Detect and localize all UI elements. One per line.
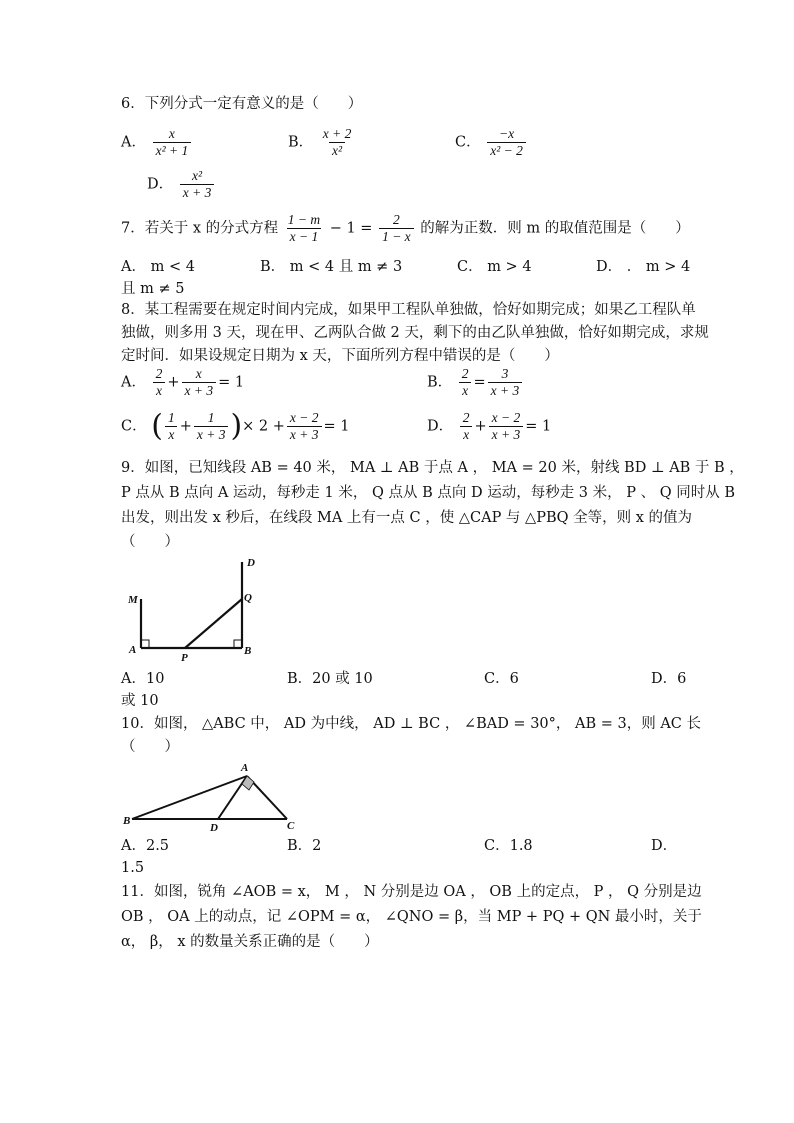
q7-option-c: C． m > 4 [457, 259, 532, 275]
q9-figure [121, 555, 271, 665]
q10-option-a: A．2.5 [121, 838, 170, 854]
q10-option-d: D． [651, 838, 678, 854]
q6-stem: 6．下列分式一定有意义的是（ ） [121, 96, 363, 112]
q11-line2: OB ， OA 上的动点，记 ∠OPM = α， ∠QNO = β，当 MP + PQ + QN 最小时，关于 [121, 909, 702, 925]
q9-line3: 出发，则出发 x 秒后，在线段 MA 上有一点 C ，使 △CAP 与 △PBQ 全等，则 x 的值为 [121, 510, 692, 526]
label-c: C [287, 820, 295, 832]
q6-option-b [288, 126, 356, 159]
q6-option-a [121, 126, 193, 159]
q7-stem: 7．若关于 x 的分式方程 $\frac{1 - m}{x - 1}$ − 1 = $\frac{2}{1 - x}$ 的解为正数．则 m 的取值范围是（ ） [121, 212, 690, 244]
q9-option-d: D．6 [651, 671, 687, 687]
q8-line1: 8．某工程需要在规定时间内完成，如果甲工程队单独做，恰好如期完成；如果乙工程队单 [121, 302, 696, 318]
label-b: B [244, 645, 252, 657]
label-a: A [129, 644, 137, 656]
label-d: D [247, 557, 255, 569]
q10-option-c: C．1.8 [484, 838, 533, 854]
q6-option-d [147, 168, 216, 201]
label-b: B [123, 815, 131, 827]
q10-figure [121, 758, 301, 834]
q9-option-b: B．20 或 10 [287, 671, 373, 687]
q11-line3: α， β， x 的数量关系正确的是（ ） [121, 934, 379, 950]
q9-line1: 9．如图，已知线段 AB = 40 米， MA ⊥ AB 于点 A ， MA = 20 米，射线 BD ⊥ AB 于 B ， [121, 460, 744, 476]
label-a: A [241, 762, 249, 774]
q10-line2: （ ） [121, 739, 179, 755]
q10-option-d-cont: 1.5 [121, 860, 145, 876]
option-label: A． [121, 134, 146, 151]
label-m: M [128, 594, 138, 606]
label-q: Q [244, 592, 252, 604]
q8-option-c: C． ( $\frac{1}{x}$ + $\frac{1}{x + 3}$ )× 2 + $\frac{x - 2}{x + 3}$ = 1 [121, 408, 350, 444]
q10-line1: 10．如图， △ABC 中， AD 为中线， AD ⊥ BC ， ∠BAD = 30°， AB = 3，则 AC 长 [121, 716, 702, 732]
q9-option-d-cont: 或 10 [121, 693, 159, 709]
q9-line4: （ ） [121, 534, 179, 550]
fraction: $\frac{-x}{\text{x² − 2}}$ [487, 126, 526, 159]
q7-option-b: B． m < 4 且 m ≠ 3 [260, 259, 403, 275]
segment-pq [185, 599, 242, 648]
q8-option-b: B． $\frac{2}{x}$ = $\frac{3}{x + 3}$ [427, 366, 524, 399]
q8-line3: 定时间．如果设规定日期为 x 天，下面所列方程中错误的是（ ） [121, 348, 559, 364]
side-ba [132, 776, 247, 819]
q6-option-c [455, 126, 528, 159]
label-d: D [210, 822, 218, 834]
q9-option-a: A．10 [121, 671, 165, 687]
q8-option-a: A． $\frac{2}{x}$ + $\frac{x}{x + 3}$ = 1 [121, 366, 245, 398]
option-label: C． [455, 134, 481, 151]
q8-line2: 独做，则多用 3 天，现在甲、乙两队合做 2 天，剩下的由乙队单独做，恰好如期完成，求规 [121, 325, 709, 341]
right-angle-a [141, 640, 149, 648]
q10-option-b: B．2 [287, 838, 322, 854]
label-p: P [181, 652, 188, 664]
option-label: B． [288, 134, 314, 151]
fraction: $\frac{x}{\text{x² + 1}}$ [153, 126, 192, 159]
q8-option-d: D． $\frac{2}{x}$ + $\frac{x - 2}{x + 3}$ = 1 [427, 410, 552, 442]
fraction: $\frac{\text{x²}}{x + 3}$ [180, 168, 215, 201]
right-angle-b [234, 640, 242, 648]
q7-option-d-cont: 且 m ≠ 5 [121, 281, 185, 297]
q9-option-c: C．6 [484, 671, 519, 687]
q7-option-a: A． m < 4 [121, 259, 195, 275]
q7-option-d: D． ． m > 4 [596, 259, 691, 275]
option-label: D． [147, 176, 174, 193]
fraction: $\frac{x + 2}{\text{x²}}$ [322, 126, 352, 158]
q9-line2: P 点从 B 点向 A 运动，每秒走 1 米， Q 点从 B 点向 D 运动，每秒走 3 米， P 、 Q 同时从 B [121, 485, 735, 501]
fraction: $\frac{1 - m}{x - 1}$ [287, 212, 321, 244]
fraction: $\frac{2}{1 - x}$ [379, 212, 414, 245]
q11-line1: 11．如图，锐角 ∠AOB = x， M ， N 分别是边 OA ， OB 上的定点， P ， Q 分别是边 [121, 884, 702, 900]
